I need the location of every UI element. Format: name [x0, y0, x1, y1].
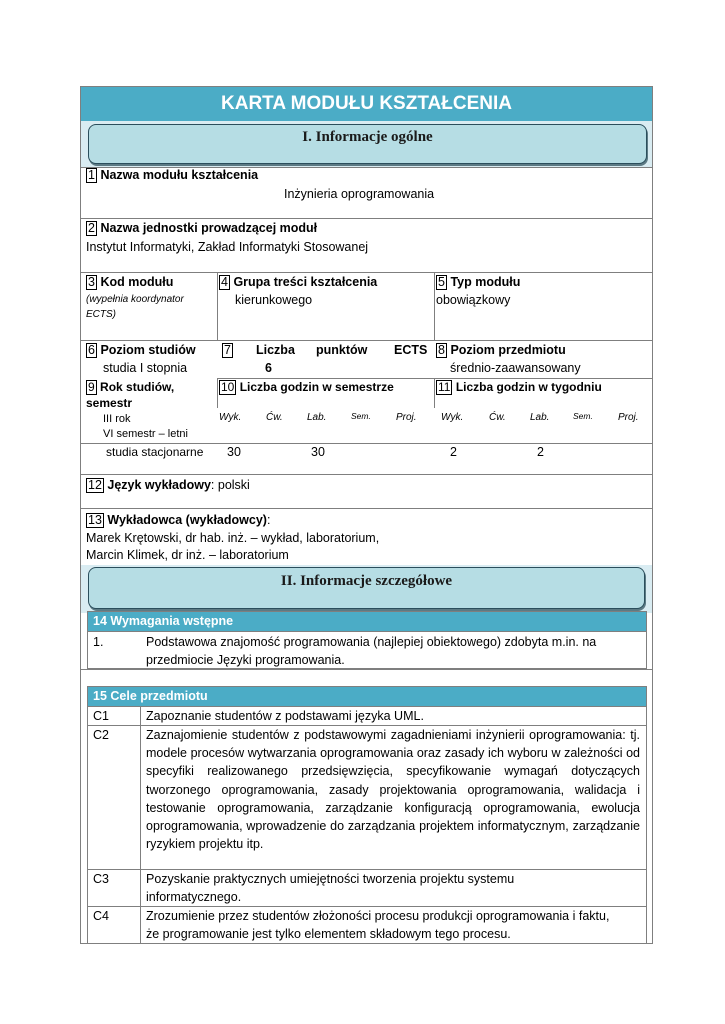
col-sem: Sem. [573, 411, 593, 421]
field-label-text: Grupa treści kształcenia [233, 275, 378, 289]
col-cw: Ćw. [266, 412, 283, 423]
field-label-text: Poziom przedmiotu [450, 343, 566, 357]
subject-level-value: średnio-zaawansowany [450, 361, 581, 375]
divider [217, 378, 653, 379]
module-name-value: Inżynieria oprogramowania [284, 187, 435, 201]
field-label-text: Liczba godzin w tygodniu [455, 380, 602, 394]
table-header-text: Wymagania wstępne [110, 614, 234, 628]
divider [434, 378, 435, 408]
table-number: 15 [93, 689, 107, 703]
section-2-title: II. Informacje szczegółowe [88, 567, 645, 609]
field-8-label [436, 343, 566, 358]
table-number: 14 [93, 614, 107, 628]
field-12 [86, 478, 250, 493]
unit-name-value: Instytut Informatyki, Zakład Informatyki Stosowanej [86, 240, 369, 254]
card-title: KARTA MODUŁU KSZTAŁCENIA [81, 87, 652, 121]
lecturer-line-1: Marek Krętowski, dr hab. inż. – wykład, laboratorium, [86, 531, 380, 545]
colon: : [266, 513, 271, 527]
field-label-text: Nazwa modułu kształcenia [100, 168, 259, 182]
semester-value: VI semestr – letni [103, 428, 188, 440]
section-1-title: I. Informacje ogólne [88, 124, 647, 164]
objective-text: Pozyskanie praktycznych umiejętności tworzenia projektu systemu informatycznego. [146, 872, 515, 905]
objective-text: Zrozumienie przez studentów złożoności procesu produkcji oprogramowania i faktu, że programowanie jest tylko elementem składowym tego procesu. [146, 909, 610, 942]
divider [217, 272, 218, 340]
divider [87, 631, 647, 632]
divider [80, 272, 653, 273]
lecturer-line-2: Marcin Klimek, dr inż. – laboratorium [86, 548, 289, 562]
field-label-text: Liczba godzin w semestrze [239, 380, 394, 394]
objective-id: C4 [93, 909, 109, 923]
language-value: : polski [210, 478, 250, 492]
divider [80, 508, 653, 509]
field-number: 1 [88, 168, 95, 182]
field-7-label-a: Liczba [256, 343, 295, 357]
divider [140, 706, 141, 944]
divider [80, 474, 653, 475]
col-cw: Ćw. [489, 412, 506, 423]
col-proj: Proj. [618, 412, 639, 423]
field-9-label [86, 380, 174, 395]
objective-id: C2 [93, 728, 109, 742]
table-header-text: Cele przedmiotu [110, 689, 208, 703]
content-group-value: kierunkowego [235, 293, 313, 307]
field-label-text: Nazwa jednostki prowadzącej moduł [100, 221, 318, 235]
field-number: 12 [88, 478, 102, 492]
requirement-id: 1. [93, 635, 104, 649]
field-number: 6 [88, 343, 95, 357]
divider [434, 272, 435, 340]
field-label-text: Kod modułu [100, 275, 174, 289]
objective-text: Zaznajomienie studentów z podstawowymi zagadnieniami inżynierii oprogramowania: tj. modele procesów wytwarzania oprogramowania oraz zasady ich wyboru w zależności od specyfiki realizowanego przedsięwzięcia, specyfikowanie wymagań dotyczących tworzonego oprogramowania, zasady projektowania oprogramowania, walidacja i testowanie oprogramowania, zarządzanie konfiguracją oprogramowania, ewolucja oprogramowania, wprowadzenie do zarządzania projektem informatycznym, zarządzanie ryzykiem projektu itp. [146, 728, 640, 852]
col-sem: Sem. [351, 411, 371, 421]
field-number: 7 [224, 343, 231, 357]
field-7-number [222, 343, 233, 358]
note-line: (wypełnia koordynator [86, 294, 184, 305]
col-lab: Lab. [530, 412, 550, 423]
study-mode-value: studia stacjonarne [106, 445, 204, 459]
objective-id: C3 [93, 872, 109, 886]
ects-points-value: 6 [265, 361, 272, 375]
field-label-text: Poziom studiów [100, 343, 196, 357]
field-7-label-b: punktów [316, 343, 368, 357]
study-year-value: III rok [103, 413, 131, 425]
field-4-label [219, 275, 377, 290]
field-3-label [86, 275, 173, 290]
week-hours-lab: 2 [537, 445, 544, 459]
divider [80, 218, 653, 219]
divider [80, 340, 653, 341]
sem-hours-lecture: 30 [227, 445, 241, 459]
col-lab: Lab. [307, 412, 327, 423]
field-number: 11 [438, 380, 451, 394]
field-9-label-b: semestr [86, 396, 133, 410]
module-code-note [86, 292, 184, 322]
field-number: 2 [88, 221, 95, 235]
col-wyk: Wyk. [441, 412, 464, 423]
divider [217, 378, 218, 408]
field-number: 10 [221, 380, 235, 394]
field-number: 4 [221, 275, 228, 289]
divider [80, 669, 653, 670]
field-number: 13 [88, 513, 102, 527]
requirements-header [88, 612, 646, 631]
field-11-label [436, 380, 602, 395]
field-6-label [86, 343, 196, 358]
field-5-label [436, 275, 520, 290]
field-7-label-c: ECTS [394, 343, 428, 357]
field-1-label [86, 168, 258, 183]
field-label-text: Język wykładowy [107, 478, 211, 492]
col-proj: Proj. [396, 412, 417, 423]
objective-id: C1 [93, 709, 109, 723]
field-number: 5 [438, 275, 445, 289]
field-10-label [219, 380, 394, 395]
sem-hours-lab: 30 [311, 445, 325, 459]
module-type-value: obowiązkowy [436, 293, 511, 307]
field-label-text: Rok studiów, [100, 380, 175, 394]
divider [80, 443, 653, 444]
field-label-text: Wykładowca (wykładowcy) [107, 513, 267, 527]
note-line: ECTS) [86, 309, 116, 320]
study-level-value: studia I stopnia [103, 361, 188, 375]
requirement-text: Podstawowa znajomość programowania (najlepiej obiektowego) zdobyta m.in. na przedmiocie Języki programowania. [146, 635, 597, 668]
col-wyk: Wyk. [219, 412, 242, 423]
field-number: 3 [88, 275, 95, 289]
field-2-label [86, 221, 317, 236]
field-number: 8 [438, 343, 445, 357]
field-label-text: Typ modułu [450, 275, 521, 289]
field-number: 9 [88, 380, 95, 394]
week-hours-lecture: 2 [450, 445, 457, 459]
objective-text: Zapoznanie studentów z podstawami języka UML. [146, 709, 424, 723]
field-13 [86, 513, 270, 528]
objectives-header [88, 687, 646, 706]
